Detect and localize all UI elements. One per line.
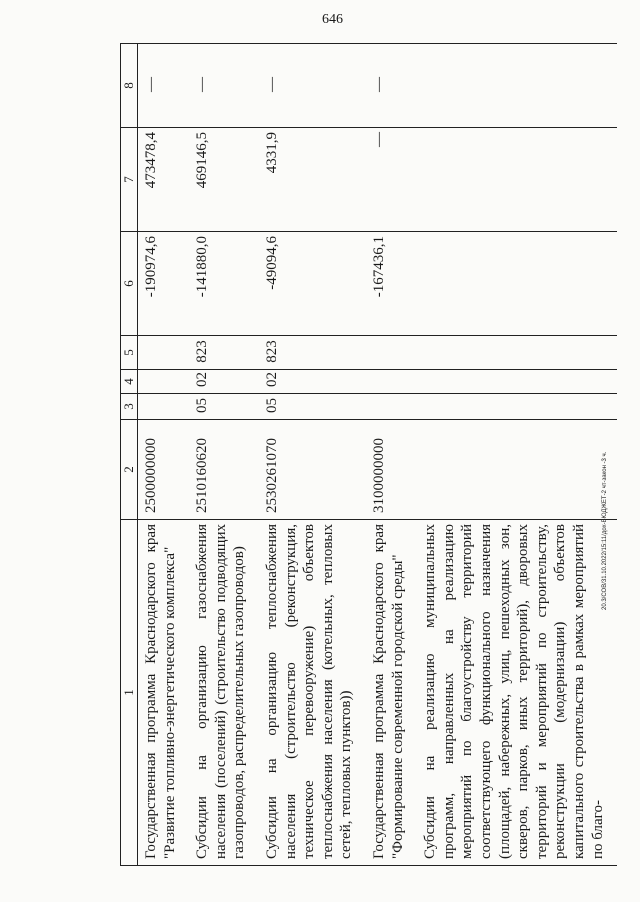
header-col-2: 2 bbox=[121, 420, 138, 520]
header-col-4: 4 bbox=[121, 370, 138, 394]
row-rz bbox=[417, 394, 617, 420]
row-col8 bbox=[417, 44, 617, 128]
header-col-7: 7 bbox=[121, 128, 138, 232]
row-rz: 05 bbox=[259, 394, 366, 420]
row-pr: 02 bbox=[259, 370, 366, 394]
row-name: Государственная программа Краснодарского края "Развитие топливно-энергетического комплекса" bbox=[138, 520, 190, 866]
row-vr bbox=[417, 336, 617, 370]
table-row bbox=[189, 44, 259, 866]
row-csr bbox=[417, 420, 617, 520]
row-col8: — bbox=[259, 44, 366, 128]
page-number: 646 bbox=[322, 12, 343, 27]
row-amount-change: -141880,0 bbox=[189, 232, 259, 336]
header-col-1: 1 bbox=[121, 520, 138, 866]
row-csr: 2500000000 bbox=[138, 420, 190, 520]
document-stamp: 20.3/СОВ/31.10.2022/15:11/дох-БЮДЖЕТ-2 чт-закон -3 ч. bbox=[602, 451, 608, 610]
row-amount-change: -49094,6 bbox=[259, 232, 366, 336]
row-amount-total: 4331,9 bbox=[259, 128, 366, 232]
row-amount-change: -190974,6 bbox=[138, 232, 190, 336]
table-row bbox=[366, 44, 417, 866]
row-name: Субсидии на организацию газоснабжения населения (поселений) (строительство подводящих газопроводов, распределительных газопроводов) bbox=[189, 520, 259, 866]
row-col8: — bbox=[366, 44, 417, 128]
row-amount-total: 473478,4 bbox=[138, 128, 190, 232]
table-row bbox=[417, 44, 617, 866]
row-vr bbox=[138, 336, 190, 370]
row-rz: 05 bbox=[189, 394, 259, 420]
header-col-5: 5 bbox=[121, 336, 138, 370]
table-row bbox=[259, 44, 366, 866]
row-amount-change bbox=[417, 232, 617, 336]
row-pr bbox=[417, 370, 617, 394]
row-csr: 2510160620 bbox=[189, 420, 259, 520]
row-rz bbox=[138, 394, 190, 420]
row-amount-total: 469146,5 bbox=[189, 128, 259, 232]
budget-table bbox=[120, 43, 617, 866]
row-col8: — bbox=[189, 44, 259, 128]
row-csr: 2530261070 bbox=[259, 420, 366, 520]
row-amount-total bbox=[417, 128, 617, 232]
row-pr bbox=[138, 370, 190, 394]
row-name: Государственная программа Краснодарского края "Формирование современной городской среды" bbox=[366, 520, 417, 866]
row-amount-total: — bbox=[366, 128, 417, 232]
header-col-3: 3 bbox=[121, 394, 138, 420]
rotated-table-container bbox=[120, 44, 640, 866]
row-csr: 3100000000 bbox=[366, 420, 417, 520]
header-col-8: 8 bbox=[121, 44, 138, 128]
row-rz bbox=[366, 394, 417, 420]
row-amount-change: -167436,1 bbox=[366, 232, 417, 336]
table-row bbox=[138, 44, 190, 866]
row-name: Субсидии на организацию теплоснабжения населения (строительство (реконструкция, техническое перевооружение) объектов теплоснабжения населения (котельных, тепловых сетей, тепловых пунктов)) bbox=[259, 520, 366, 866]
row-vr bbox=[366, 336, 417, 370]
header-row bbox=[121, 44, 138, 866]
row-name: Субсидии на реализацию муниципальных программ, направленных на реализацию мероприятий по благоустройству территорий соответствующего функционального назначения (площадей, набережных, улиц, пешеходных зон, скверов, парков, иных территорий), дворовых территорий и мероприятий по строительству, реконструкции (модернизации) объектов капитального строительства в рамках мероприятий по благо- bbox=[417, 520, 617, 866]
row-vr: 823 bbox=[259, 336, 366, 370]
row-pr: 02 bbox=[189, 370, 259, 394]
header-col-6: 6 bbox=[121, 232, 138, 336]
row-vr: 823 bbox=[189, 336, 259, 370]
row-pr bbox=[366, 370, 417, 394]
row-col8: — bbox=[138, 44, 190, 128]
